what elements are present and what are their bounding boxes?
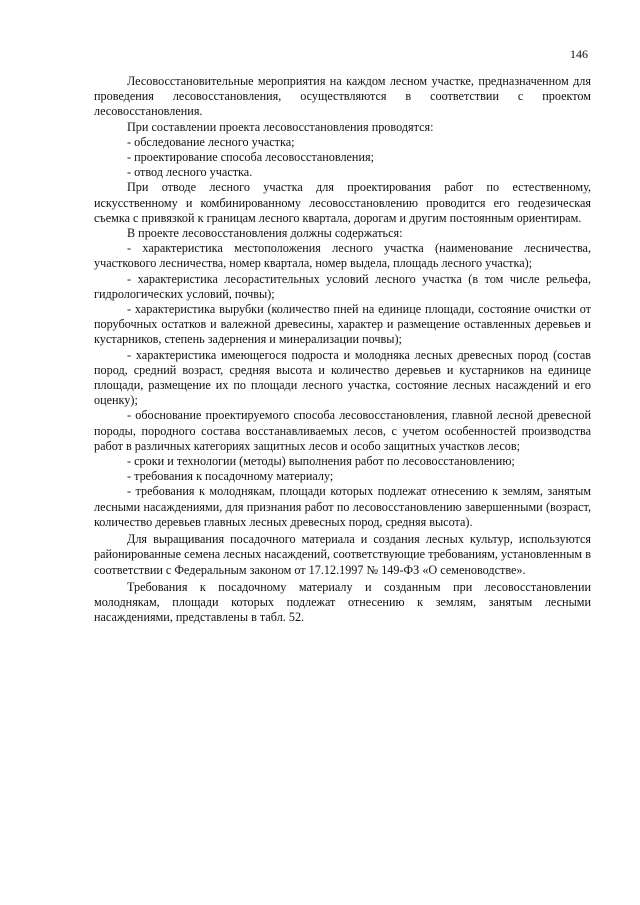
paragraph-seeds: Для выращивания посадочного материала и создания лесных культур, используются районированные семена лесных насаждений, соответствующие требованиям, установленным в соответствии с Федеральным законом от 17.12.1997 № 149-ФЗ «О семеноводстве». [94,532,591,577]
paragraph-reforestation-intro: Лесовосстановительные мероприятия на каждом лесном участке, предназначенном для проведения лесовосстановления, осуществляются в соответствии с проектом лесовосстановления. [94,74,591,119]
list-item-planting-material: - требования к посадочному материалу; [127,469,334,484]
paragraph-project-steps-heading: При составлении проекта лесовосстановления проводятся: [127,119,434,134]
list-item-undergrowth: - характеристика имеющегося подроста и молодняка лесных древесных пород (состав пород, средний возраст, средняя высота и количество деревьев и кустарников на единице площади, размещение их по площади лесного участка, состояние лесных насаждений и его оценку); [94,347,591,408]
list-item-clearing: - характеристика вырубки (количество пней на единице площади, состояние очистки от порубочных остатков и валежной древесины, характер и размещение оставленных деревьев и кустарников, степень задернения и минерализации почвы); [94,302,591,347]
list-item-method-justification: - обоснование проектируемого способа лесовосстановления, главной лесной древесной породы, породного состава восстанавливаемых лесов, с учетом особенностей производства работ в различных категориях защитных лесов и особо защитных участков лесов; [94,408,591,453]
paragraph-table-reference: Требования к посадочному материалу и созданным при лесовосстановлении молоднякам, площади которых подлежат отнесению к землям, занятым лесными насаждениями, представлены в табл. 52. [94,579,591,625]
list-item-young-stand-requirements: - требования к молоднякам, площади которых подлежат отнесению к землям, занятым лесными насаждениями, для признания работ по лесовосстановлению завершенными (возраст, количество деревьев главных лесных древесных пород, средняя высота). [94,484,591,529]
paragraph-geodetic-survey: При отводе лесного участка для проектирования работ по естественному, искусственному и комбинированному лесовосстановлению проводится его геодезическая съемка с привязкой к границам лесного квартала, дорогам и другим постоянным ориентирам. [94,180,591,225]
document-body [94,74,591,625]
list-item-timing-technology: - сроки и технологии (методы) выполнения работ по лесовосстановлению; [127,454,515,469]
list-item-growing-conditions: - характеристика лесорастительных условий лесного участка (в том числе рельефа, гидрологических условий, почвы); [94,271,591,301]
list-item-design-method: - проектирование способа лесовосстановления; [127,150,374,165]
list-item-plot-allotment: - отвод лесного участка. [127,165,253,180]
list-item-location: - характеристика местоположения лесного участка (наименование лесничества, участкового лесничества, номер квартала, номер выдела, площадь лесного участка); [94,241,591,271]
page-number: 146 [570,47,588,61]
list-item-survey: - обследование лесного участка; [127,134,295,149]
paragraph-project-contents-heading: В проекте лесовосстановления должны содержаться: [127,226,403,241]
